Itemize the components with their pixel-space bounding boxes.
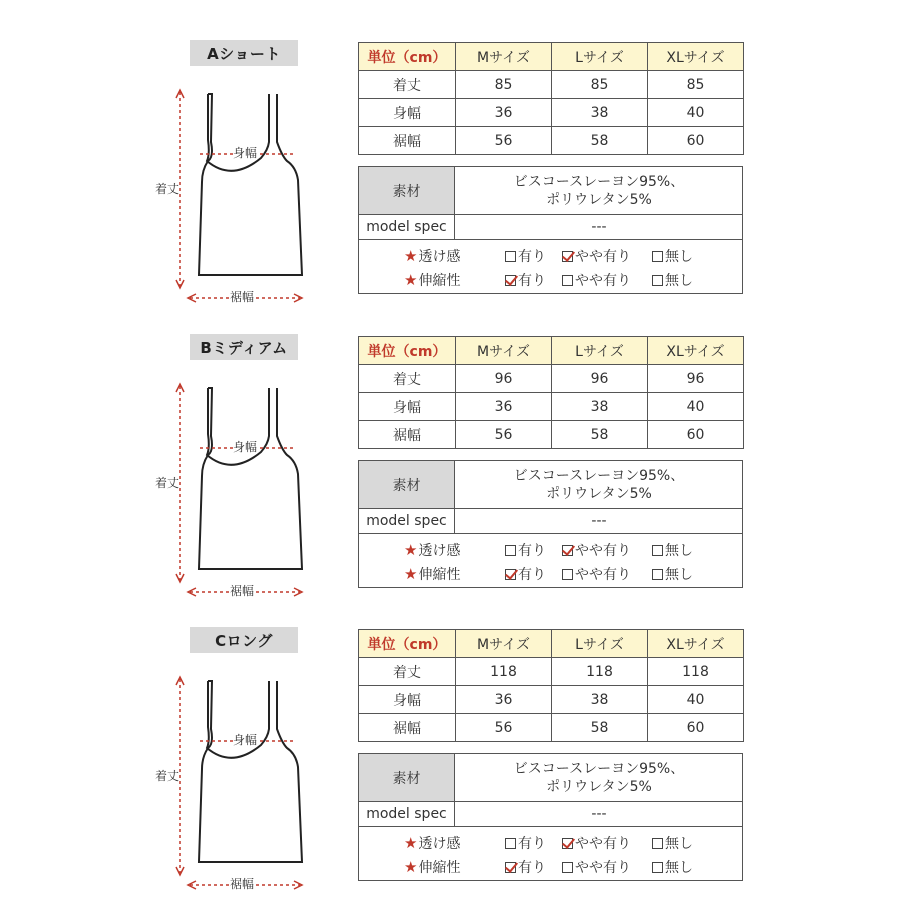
sheer-option (652, 540, 693, 560)
stretch-option (505, 564, 546, 584)
property-name: 透け感 (418, 249, 461, 265)
model-spec-label: model spec (359, 215, 455, 239)
checkbox-icon (562, 251, 573, 262)
material-label: 素材 (359, 461, 455, 508)
sheer-row (359, 830, 742, 854)
row-label: 身幅 (359, 686, 456, 714)
sheer-label (404, 246, 460, 266)
model-spec-value: --- (591, 219, 607, 235)
camisole-diagram (150, 70, 315, 305)
material-label: 素材 (359, 167, 455, 214)
sheer-option (505, 246, 546, 266)
size-l-header: Lサイズ (552, 43, 648, 71)
option-text: やや有り (575, 249, 631, 265)
size-m-header: Mサイズ (456, 630, 552, 658)
sheer-row (359, 243, 742, 267)
table-cell: 56 (456, 421, 552, 449)
unit-header: 単位（cm） (359, 43, 456, 71)
star-icon: ★ (404, 565, 418, 583)
star-icon: ★ (404, 271, 418, 289)
model-spec-row (359, 215, 742, 240)
material-label: 素材 (359, 754, 455, 801)
property-name: 伸縮性 (418, 860, 461, 876)
sheer-row (359, 537, 742, 561)
table-cell: 96 (648, 365, 744, 393)
option-text: 有り (518, 567, 546, 583)
size-table-header (359, 630, 744, 658)
material-line: ビスコースレーヨン95%、 (513, 760, 685, 777)
model-spec-value: --- (591, 806, 607, 822)
hem-label: 裾幅 (230, 290, 255, 304)
table-row (359, 421, 744, 449)
stretch-option (562, 857, 631, 877)
star-icon: ★ (404, 834, 418, 852)
variant-label: Aショート (190, 40, 298, 66)
length-label: 着丈 (155, 769, 180, 783)
material-box (358, 753, 743, 881)
table-cell: 58 (552, 127, 648, 155)
sheer-option (562, 246, 631, 266)
table-cell: 58 (552, 421, 648, 449)
table-cell: 36 (456, 393, 552, 421)
option-text: 無し (665, 249, 693, 265)
size-table (358, 42, 744, 155)
property-name: 伸縮性 (418, 273, 461, 289)
table-cell: 118 (456, 658, 552, 686)
row-label: 着丈 (359, 658, 456, 686)
checkbox-icon (505, 569, 516, 580)
size-m-header: Mサイズ (456, 337, 552, 365)
option-text: やや有り (575, 567, 631, 583)
option-text: 無し (665, 860, 693, 876)
option-text: 有り (518, 836, 546, 852)
hem-label: 裾幅 (230, 584, 255, 598)
model-spec-value: --- (591, 513, 607, 529)
option-text: 無し (665, 543, 693, 559)
property-name: 透け感 (418, 836, 461, 852)
unit-header: 単位（cm） (359, 337, 456, 365)
stretch-row (359, 854, 742, 878)
checkbox-icon (505, 838, 516, 849)
size-section (0, 627, 900, 891)
sheer-option (652, 246, 693, 266)
material-line: ビスコースレーヨン95%、 (513, 173, 685, 190)
table-cell: 38 (552, 393, 648, 421)
stretch-option (562, 270, 631, 290)
checkbox-icon (652, 251, 663, 262)
sheer-option (562, 540, 631, 560)
checkbox-icon (652, 862, 663, 873)
size-section (0, 40, 900, 304)
sheer-option (505, 540, 546, 560)
stretch-row (359, 561, 742, 585)
table-cell: 40 (648, 686, 744, 714)
checkbox-icon (652, 838, 663, 849)
option-text: 無し (665, 273, 693, 289)
option-text: 有り (518, 543, 546, 559)
stretch-label (404, 857, 460, 877)
table-cell: 60 (648, 714, 744, 742)
checkbox-icon (562, 545, 573, 556)
checkbox-icon (562, 838, 573, 849)
option-text: やや有り (575, 273, 631, 289)
variant-label: Cロング (190, 627, 298, 653)
stretch-option (652, 564, 693, 584)
size-l-header: Lサイズ (552, 630, 648, 658)
material-box (358, 166, 743, 294)
table-cell: 58 (552, 714, 648, 742)
sheer-option (505, 833, 546, 853)
table-cell: 36 (456, 686, 552, 714)
size-xl-header: XLサイズ (648, 337, 744, 365)
model-spec-label: model spec (359, 509, 455, 533)
row-label: 裾幅 (359, 714, 456, 742)
row-label: 身幅 (359, 99, 456, 127)
unit-header: 単位（cm） (359, 630, 456, 658)
star-icon: ★ (404, 858, 418, 876)
checkbox-icon (652, 275, 663, 286)
size-xl-header: XLサイズ (648, 43, 744, 71)
checkbox-icon (562, 862, 573, 873)
material-line: ポリウレタン5% (546, 485, 652, 502)
camisole-diagram (150, 657, 315, 892)
sheer-option (652, 833, 693, 853)
option-text: 有り (518, 860, 546, 876)
material-line: ビスコースレーヨン95%、 (513, 467, 685, 484)
stretch-option (505, 857, 546, 877)
table-cell: 40 (648, 393, 744, 421)
material-value (456, 461, 742, 508)
star-icon: ★ (404, 541, 418, 559)
stretch-option (562, 564, 631, 584)
model-spec-row (359, 509, 742, 534)
material-value (456, 754, 742, 801)
table-cell: 96 (552, 365, 648, 393)
table-cell: 56 (456, 127, 552, 155)
stretch-label (404, 270, 460, 290)
table-cell: 85 (552, 71, 648, 99)
size-l-header: Lサイズ (552, 337, 648, 365)
model-spec-label: model spec (359, 802, 455, 826)
option-text: 有り (518, 273, 546, 289)
chest-label: 身幅 (233, 440, 258, 454)
row-label: 着丈 (359, 71, 456, 99)
material-row (359, 461, 742, 509)
material-line: ポリウレタン5% (546, 778, 652, 795)
table-cell: 56 (456, 714, 552, 742)
camisole-diagram (150, 364, 315, 599)
table-cell: 60 (648, 127, 744, 155)
length-label: 着丈 (155, 476, 180, 490)
checkbox-icon (652, 569, 663, 580)
checkbox-icon (562, 275, 573, 286)
size-table (358, 629, 744, 742)
table-cell: 118 (552, 658, 648, 686)
size-section (0, 334, 900, 598)
stretch-row (359, 267, 742, 291)
table-row (359, 365, 744, 393)
table-cell: 85 (456, 71, 552, 99)
row-label: 身幅 (359, 393, 456, 421)
option-text: やや有り (575, 543, 631, 559)
variant-label: Bミディアム (190, 334, 298, 360)
stretch-option (652, 270, 693, 290)
option-text: やや有り (575, 836, 631, 852)
checkbox-icon (505, 275, 516, 286)
checkbox-icon (562, 569, 573, 580)
checkbox-icon (505, 545, 516, 556)
star-icon: ★ (404, 247, 418, 265)
length-label: 着丈 (155, 182, 180, 196)
material-line: ポリウレタン5% (546, 191, 652, 208)
sheer-option (562, 833, 631, 853)
stretch-option (505, 270, 546, 290)
table-cell: 96 (456, 365, 552, 393)
table-cell: 36 (456, 99, 552, 127)
option-text: 有り (518, 249, 546, 265)
stretch-label (404, 564, 460, 584)
row-label: 裾幅 (359, 421, 456, 449)
checkbox-icon (505, 251, 516, 262)
material-value (456, 167, 742, 214)
hem-label: 裾幅 (230, 877, 255, 891)
property-name: 伸縮性 (418, 567, 461, 583)
material-box (358, 460, 743, 588)
option-text: やや有り (575, 860, 631, 876)
chest-label: 身幅 (233, 733, 258, 747)
size-table-header (359, 337, 744, 365)
row-label: 裾幅 (359, 127, 456, 155)
sheer-label (404, 833, 460, 853)
table-row (359, 686, 744, 714)
table-row (359, 658, 744, 686)
table-cell: 85 (648, 71, 744, 99)
size-m-header: Mサイズ (456, 43, 552, 71)
checkbox-icon (652, 545, 663, 556)
table-cell: 38 (552, 99, 648, 127)
property-name: 透け感 (418, 543, 461, 559)
table-row (359, 714, 744, 742)
table-row (359, 127, 744, 155)
table-row (359, 393, 744, 421)
material-row (359, 754, 742, 802)
table-row (359, 99, 744, 127)
option-text: 無し (665, 567, 693, 583)
size-table (358, 336, 744, 449)
table-cell: 60 (648, 421, 744, 449)
checkbox-icon (505, 862, 516, 873)
table-row (359, 71, 744, 99)
material-row (359, 167, 742, 215)
chest-label: 身幅 (233, 146, 258, 160)
row-label: 着丈 (359, 365, 456, 393)
size-xl-header: XLサイズ (648, 630, 744, 658)
size-table-header (359, 43, 744, 71)
table-cell: 40 (648, 99, 744, 127)
table-cell: 38 (552, 686, 648, 714)
table-cell: 118 (648, 658, 744, 686)
sheer-label (404, 540, 460, 560)
option-text: 無し (665, 836, 693, 852)
model-spec-row (359, 802, 742, 827)
stretch-option (652, 857, 693, 877)
